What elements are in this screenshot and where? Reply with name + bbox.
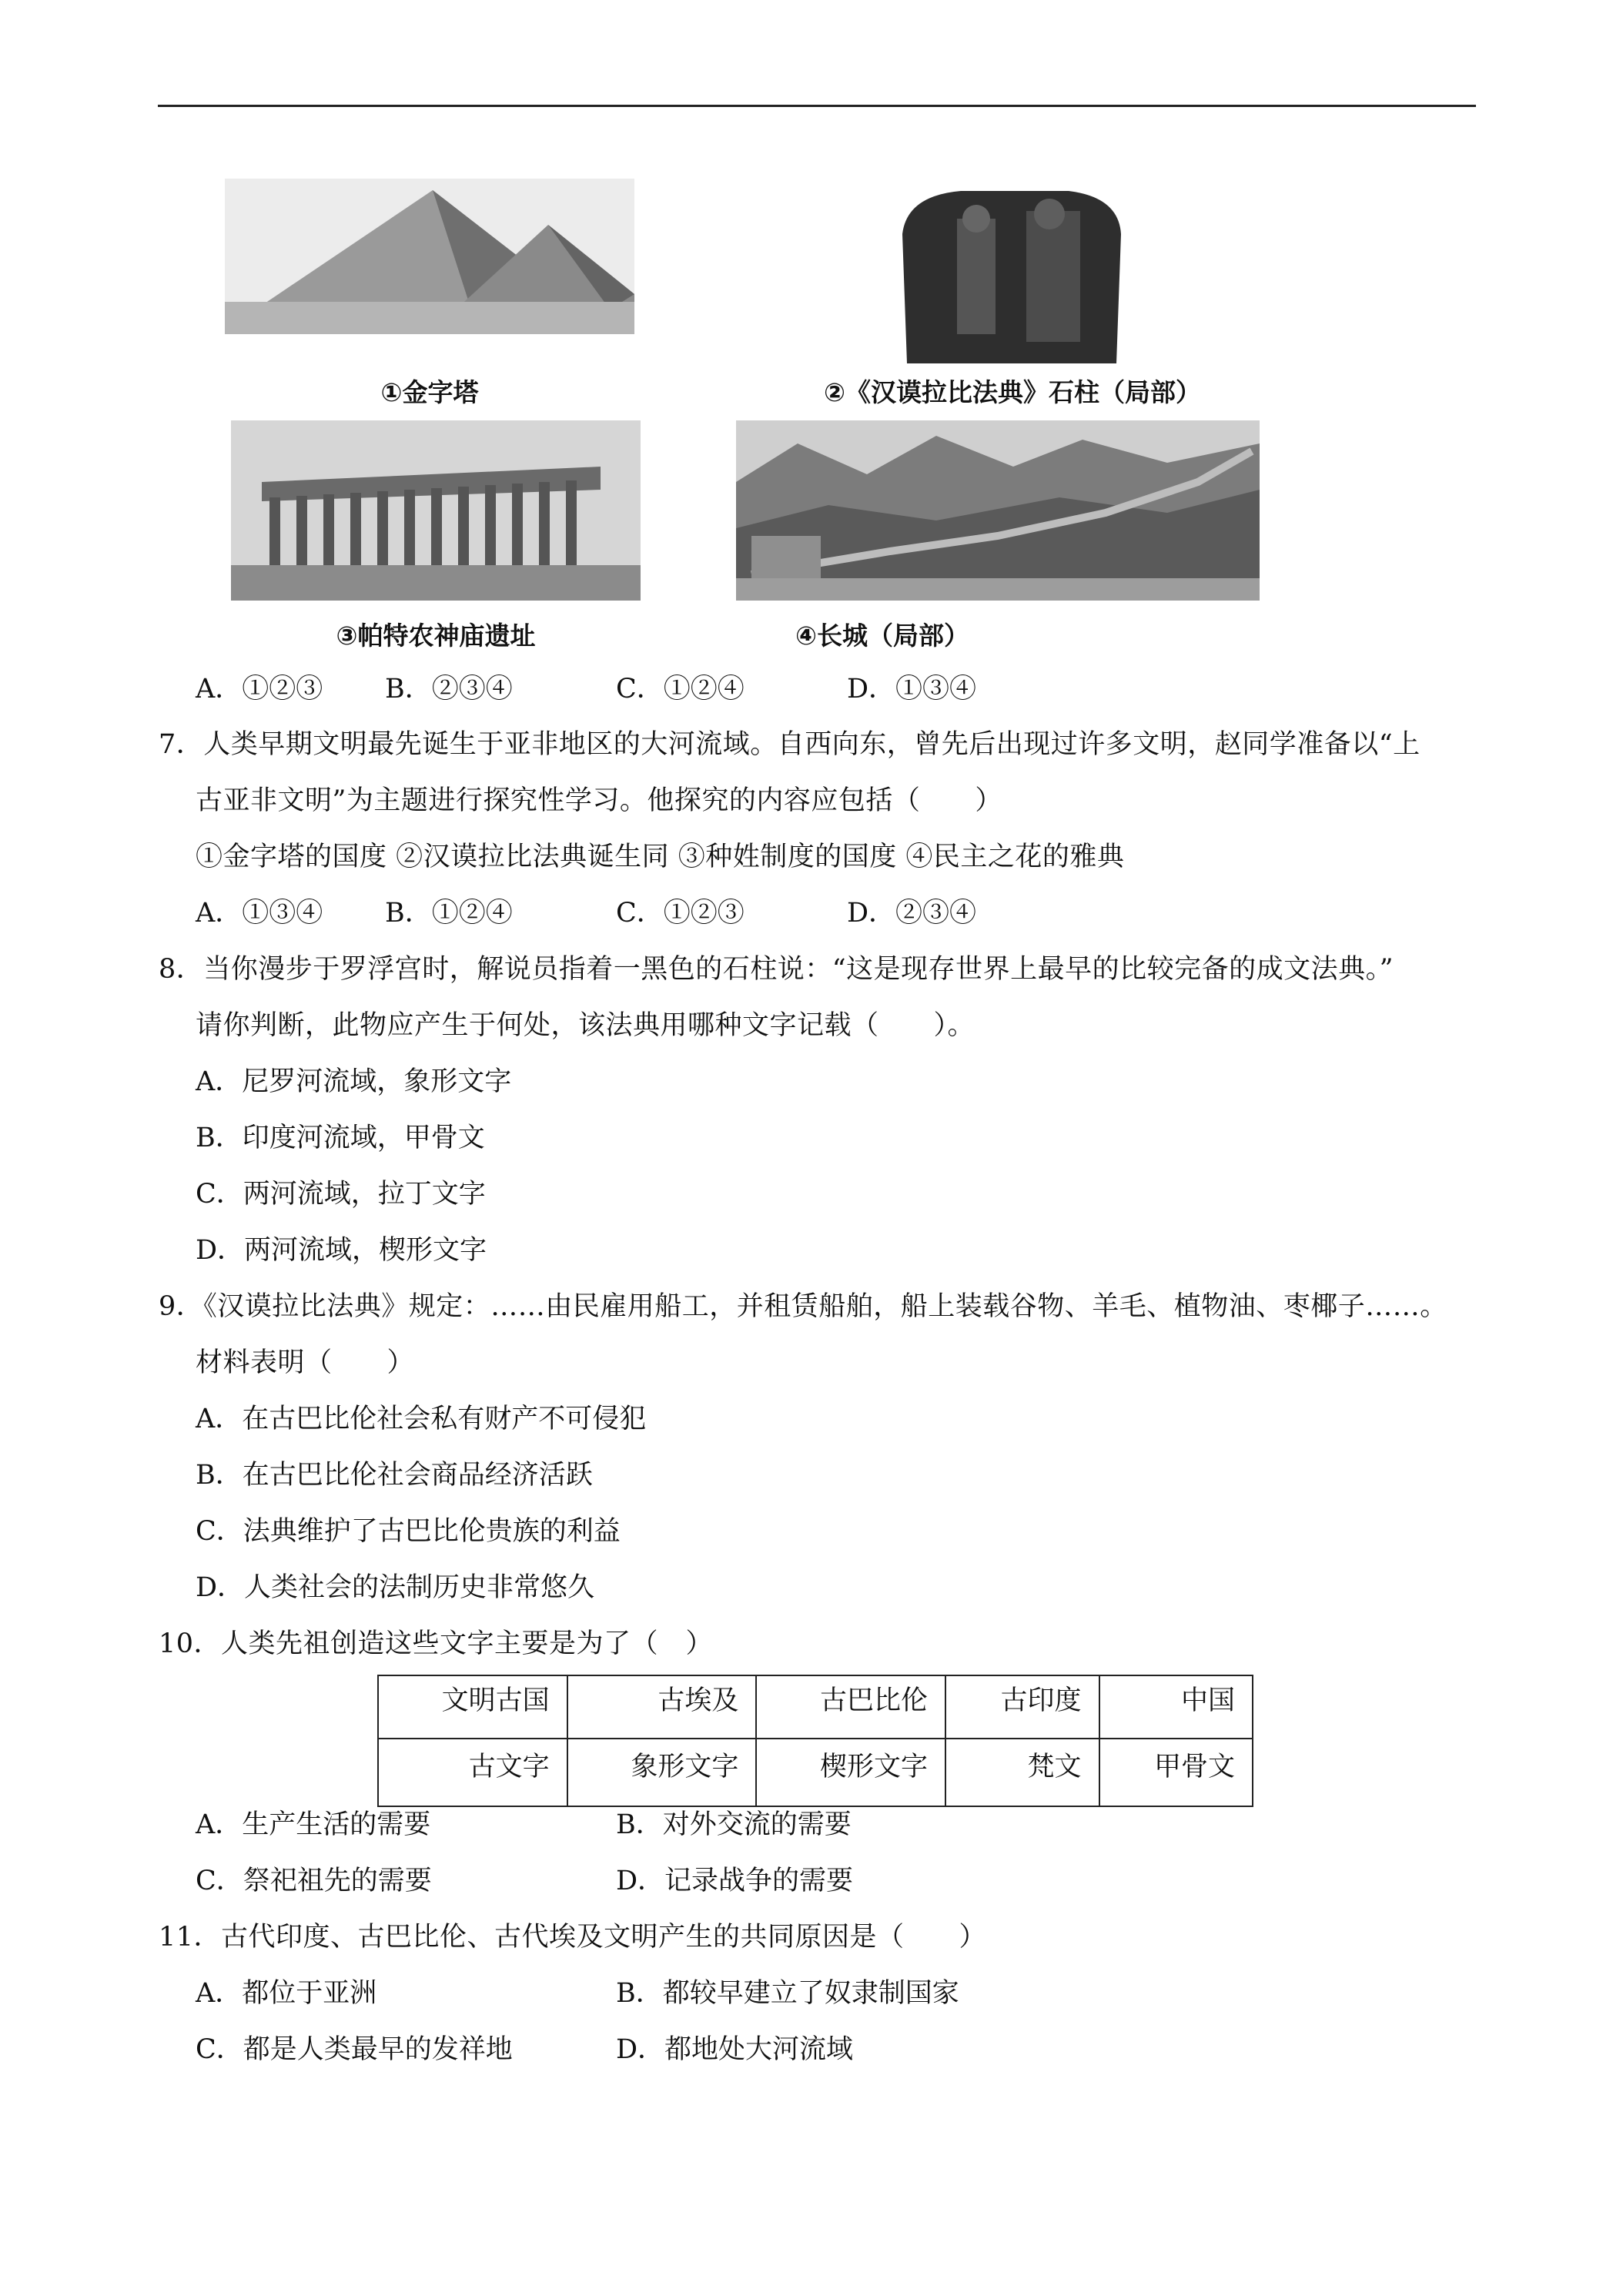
q7-option-c[interactable]: C．①②③ [616,898,745,929]
q9-option-c[interactable]: C．法典维护了古巴比伦贵族的利益 [196,1516,621,1547]
q6-option-d[interactable]: D．①③④ [847,674,977,705]
caption-parthenon: ③帕特农神庙遗址 [336,621,536,651]
parthenon-image [231,420,641,601]
q11-option-c[interactable]: C．都是人类最早的发祥地 [196,2034,513,2065]
q9-option-b[interactable]: B．在古巴比伦社会商品经济活跃 [196,1460,593,1491]
q11-stem: 11．古代印度、古巴比伦、古代埃及文明产生的共同原因是（ ） [159,1922,987,1953]
q8-stem-line1: 8．当你漫步于罗浮宫时，解说员指着一黑色的石柱说：“这是现存世界上最早的比较完备的成文法典。” [159,954,1394,985]
pyramid-image [225,179,634,334]
q8-option-c[interactable]: C．两河流域，拉丁文字 [196,1179,486,1210]
q9-option-a[interactable]: A．在古巴比伦社会私有财产不可侵犯 [196,1404,647,1434]
q9-option-d[interactable]: D．人类社会的法制历史非常悠久 [196,1572,595,1603]
q7-stem-line1: 7．人类早期文明最先诞生于亚非地区的大河流域。自西向东，曾先后出现过许多文明，赵同学准备以“上 [159,729,1421,760]
q7-stem-line2: 古亚非文明”为主题进行探究性学习。他探究的内容应包括（ ） [196,785,1002,816]
q8-option-d[interactable]: D．两河流域，楔形文字 [196,1235,487,1266]
q10-option-a[interactable]: A．生产生活的需要 [196,1809,431,1840]
q9-stem-line2: 材料表明（ ） [196,1347,415,1378]
table-row [378,1675,1253,1739]
table-cell: 楔形文字 [756,1739,945,1806]
header-rule [158,105,1476,107]
table-cell: 古印度 [945,1675,1099,1739]
q10-option-d[interactable]: D．记录战争的需要 [616,1866,854,1896]
q6-option-a[interactable]: A．①②③ [196,674,323,705]
ancient-scripts-table [377,1675,1253,1807]
q8-option-b[interactable]: B．印度河流域，甲骨文 [196,1123,485,1153]
caption-hammurabi-stele: ②《汉谟拉比法典》石柱（局部） [824,377,1201,407]
q6-option-c[interactable]: C．①②④ [616,674,745,705]
table-row [378,1739,1253,1806]
q8-option-a[interactable]: A．尼罗河流域，象形文字 [196,1066,512,1097]
q7-option-b[interactable]: B．①②④ [385,898,513,929]
table-cell: 象形文字 [567,1739,757,1806]
q6-option-b[interactable]: B．②③④ [385,674,513,705]
q9-stem-line1: 9．《汉谟拉比法典》规定：……由民雇用船工，并租赁船舶，船上装载谷物、羊毛、植物油、枣椰子……。 [159,1291,1447,1322]
q7-items: ①金字塔的国度 ②汉谟拉比法典诞生同 ③种姓制度的国度 ④民主之花的雅典 [196,842,1125,872]
q11-option-b[interactable]: B．都较早建立了奴隶制国家 [616,1978,959,2009]
table-cell: 梵文 [945,1739,1099,1806]
q8-stem-line2: 请你判断，此物应产生于何处，该法典用哪种文字记载（ ）。 [196,1010,975,1041]
table-cell: 中国 [1099,1675,1253,1739]
caption-great-wall: ④长城（局部） [795,621,969,651]
table-cell: 古文字 [378,1739,567,1806]
q10-stem: 10．人类先祖创造这些文字主要是为了（ ） [159,1628,714,1659]
caption-pyramid: ①金字塔 [380,377,479,407]
table-cell: 古巴比伦 [756,1675,945,1739]
q10-option-c[interactable]: C．祭祀祖先的需要 [196,1866,432,1896]
table-cell: 文明古国 [378,1675,567,1739]
q11-option-a[interactable]: A．都位于亚洲 [196,1978,377,2009]
q7-option-d[interactable]: D．②③④ [847,898,977,929]
table-cell: 甲骨文 [1099,1739,1253,1806]
great-wall-image [736,420,1260,601]
q11-option-d[interactable]: D．都地处大河流域 [616,2034,854,2065]
hammurabi-stele-image [892,188,1132,363]
table-cell: 古埃及 [567,1675,757,1739]
q10-option-b[interactable]: B．对外交流的需要 [616,1809,852,1840]
q7-option-a[interactable]: A．①③④ [196,898,323,929]
